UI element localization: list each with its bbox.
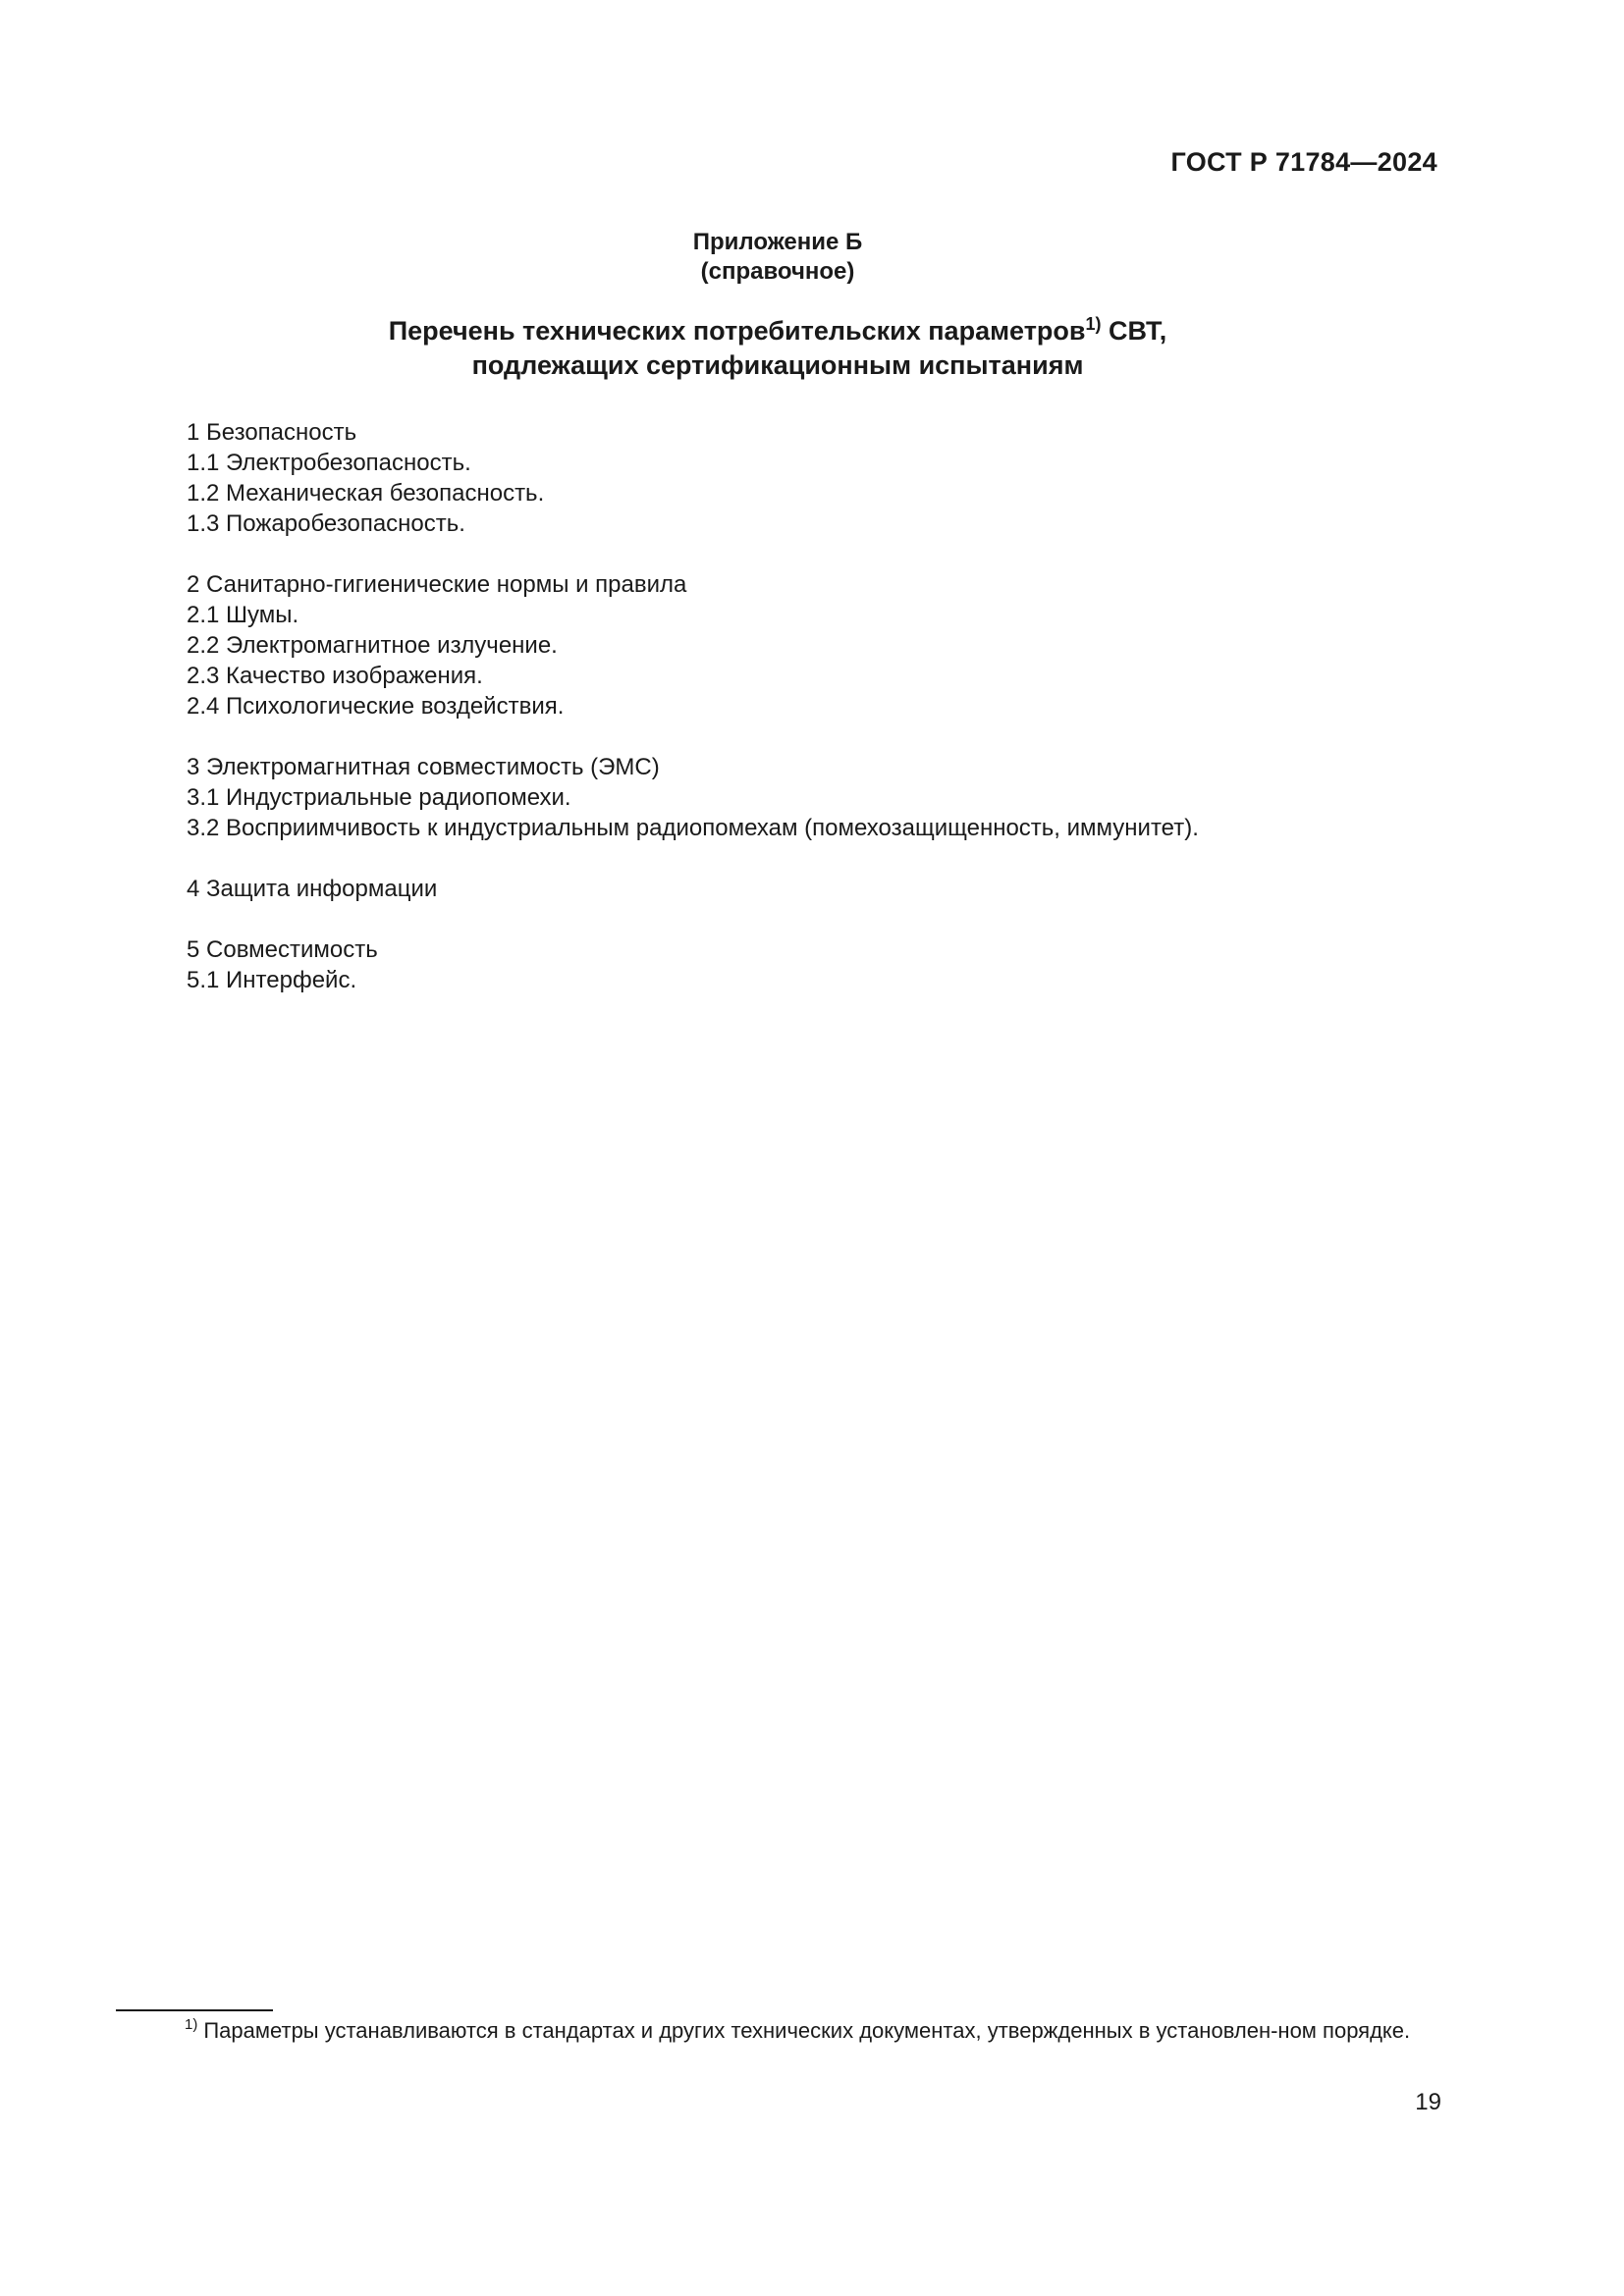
- list-item: 5.1 Интерфейс.: [187, 967, 357, 993]
- section-heading: 4 Защита информации: [187, 876, 438, 902]
- appendix-heading: [0, 228, 1555, 287]
- list-item: 2.2 Электромагнитное излучение.: [187, 632, 558, 659]
- footnote-divider: [116, 2009, 273, 2011]
- title-line-1: [0, 314, 1555, 348]
- page-title: [0, 314, 1555, 383]
- footnote-text: Параметры устанавливаются в стандартах и других технических документах, утвержденных в установлен-ном порядке.: [203, 2018, 1411, 2043]
- section-heading: 1 Безопасность: [187, 419, 357, 446]
- footnote: [116, 2015, 1443, 2046]
- title-footnote-mark: 1): [1085, 314, 1102, 334]
- list-item: 1.1 Электробезопасность.: [187, 450, 471, 476]
- list-item: 3.1 Индустриальные радиопомехи.: [187, 784, 571, 811]
- list-item: 1.3 Пожаробезопасность.: [187, 510, 465, 537]
- appendix-status: (справочное): [700, 258, 855, 285]
- footnote-mark: 1): [185, 2016, 198, 2033]
- list-item: 2.4 Психологические воздействия.: [187, 693, 565, 720]
- list-item: 3.2 Восприимчивость к индустриальным радиопомехам (помехозащищенность, иммунитет).: [187, 815, 1199, 841]
- section-heading: 3 Электромагнитная совместимость (ЭМС): [187, 754, 660, 780]
- title-line-1-tail: СВТ,: [1101, 316, 1167, 346]
- appendix-label: Приложение Б: [692, 229, 863, 255]
- parameter-list: [187, 417, 1443, 1026]
- section: [187, 934, 1443, 995]
- section: [187, 417, 1443, 539]
- section: [187, 874, 1443, 904]
- list-item: 2.3 Качество изображения.: [187, 663, 483, 689]
- document-code: ГОСТ Р 71784—2024: [1170, 147, 1437, 177]
- section: [187, 569, 1443, 721]
- page-number: 19: [1415, 2089, 1441, 2115]
- title-line-1-text: Перечень технических потребительских параметров: [388, 316, 1086, 346]
- title-line-2: подлежащих сертификационным испытаниям: [471, 350, 1084, 380]
- section: [187, 752, 1443, 843]
- list-item: 1.2 Механическая безопасность.: [187, 480, 545, 507]
- list-item: 2.1 Шумы.: [187, 602, 299, 628]
- section-heading: 2 Санитарно-гигиенические нормы и правила: [187, 571, 687, 598]
- section-heading: 5 Совместимость: [187, 936, 378, 963]
